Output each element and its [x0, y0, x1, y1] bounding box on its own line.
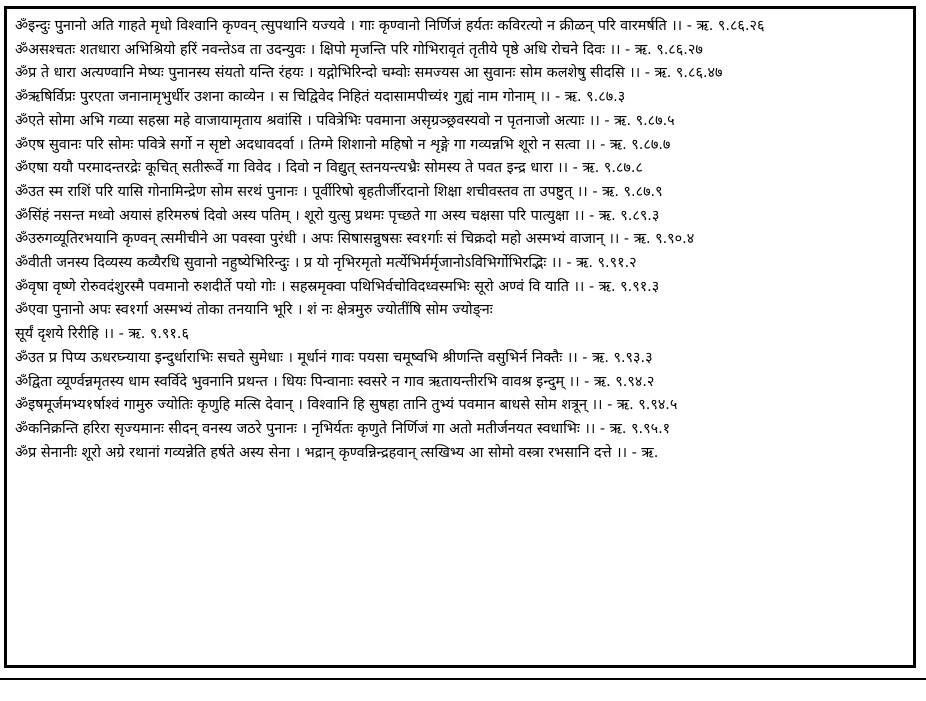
verse-line: ॐएते सोमा अभि गव्या सहस्रा महे वाजायामृताय श्रवांसि । पवित्रेभिः पवमाना असृग्रञ्छ्रवस्यवो न पृतनाजो अत्याः ।। - ऋ. ९.८७.५	[15, 112, 675, 129]
verse-line: ॐकनिक्रन्ति हरिरा सृज्यमानः सीदन् वनस्य जठरे पुनानः । नृभिर्यतः कृणुते निर्णिजं गा अतो मतीर्जनयत स्वधाभिः ।। - ऋ. ९.९५.१	[15, 420, 671, 437]
document-frame	[4, 6, 916, 668]
bottom-divider	[0, 678, 926, 680]
verse-line: ॐउत प्र पिप्य ऊधरघ्न्याया इन्दुर्धाराभिः सचते सुमेधाः । मूर्धानं गावः पयसा चमूष्वभि श्रीणन्ति वसुभिर्न निक्तैः ।। - ऋ. ९.९३.३	[15, 349, 653, 366]
verse-line: ॐएवा पुनानो अपः स्व१र्गा अस्मभ्यं तोका तनयानि भूरि । शं नः क्षेत्रमुरु ज्योतींषि सोम ज्योङ्नः सूर्यं दृशये रिरीहि ।। - ऋ. ९.९१.६	[15, 302, 493, 343]
verse-line: ॐऋषिर्विप्रः पुरएता जनानामृभुर्धीर उशना काव्येन । स चिद्विवेद निहितं यदासामपीच्यं१ गुह्यं नाम गोनाम् ।। - ऋ. ९.८७.३	[15, 89, 626, 106]
verse-line: ॐप्र सेनानीः शूरो अग्रे रथानां गव्यन्नेति हर्षते अस्य सेना । भद्रान् कृण्वन्निन्द्रहवान् त्सखिभ्य आ सोमो वस्त्रा रभसानि दत्ते ।। - ऋ.	[15, 444, 659, 461]
verse-line: ॐउत स्म राशिं परि यासि गोनामिन्द्रेण सोम सरथं पुनानः । पूर्वीरिषो बृहतीर्जीरदानो शिक्षा शचीवस्तव ता उपष्टुत् ।। - ऋ. ९.८७.९	[15, 183, 663, 200]
verse-line: ॐप्र ते धारा अत्यण्वानि मेष्यः पुनानस्य संयतो यन्ति रंहयः । यद्गोभिरिन्दो चम्वोः समज्यस आ सुवानः सोम कलशेषु सीदसि ।। - ऋ. ९.८६.४७	[15, 65, 723, 82]
verse-line: ॐअसश्चतः शतधारा अभिश्रियो हरिं नवन्तेऽव ता उदन्युवः । क्षिपो मृजन्ति परि गोभिरावृतं तृतीये पृष्ठे अधि रोचने दिवः ।। - ऋ. ९.८६.२७	[15, 41, 703, 58]
verse-line: ॐइन्दुः पुनानो अति गाहते मृधो विश्वानि कृण्वन् त्सुपथानि यज्यवे । गाः कृण्वानो निर्णिजं हर्यतः कविरत्यो न क्रीळन् परि वारमर्षति ।। - ऋ. ९.८६.२६	[15, 18, 765, 34]
verse-line: ॐएषा ययौ परमादन्तरद्रेः कूचित् सतीरूर्वे गा विवेद । दिवो न विद्युत् स्तनयन्त्यभ्रैः सोमस्य ते पवत इन्द्र धारा ।। - ऋ. ९.८७.८	[15, 160, 643, 177]
verse-line: ॐद्विता व्यूर्ण्वन्नमृतस्य धाम स्वर्विदे भुवनानि प्रथन्त । धियः पिन्वानाः स्वसरे न गाव ऋतायन्तीरभि वावश्र इन्दुम् ।। - ऋ. ९.९४.२	[15, 373, 655, 390]
verse-line: ॐवीती जनस्य दिव्यस्य कव्यैरधि सुवानो नहुष्येभिरिन्दुः । प्र यो नृभिरमृतो मर्त्येभिर्मर्मृजानोऽविभिर्गोभिरद्भिः ।। - ऋ. ९.९१.२	[15, 255, 637, 272]
verse-line: ॐएष सुवानः परि सोमः पवित्रे सर्गो न सृष्टो अदधावदर्वा । तिग्मे शिशानो महिषो न शृङ्गे गा गव्यन्नभि शूरो न सत्वा ।। - ऋ. ९.८७.७	[15, 136, 671, 153]
verse-line: ॐउरुगव्यूतिरभयानि कृण्वन् त्समीचीने आ पवस्वा पुरंधी । अपः सिषासन्नुषसः स्व१र्गाः सं चिक्रदो महो अस्मभ्यं वाजान् ।। - ऋ. ९.९०.४	[15, 231, 695, 248]
verse-line: ॐवृषा वृष्णे रोरुवदंशुरस्मै पवमानो रुशदीर्ते पयो गोः । सहस्रमृक्वा पथिभिर्वचोविदध्वस्मभिः सूरो अण्वं वि याति ।। - ऋ. ९.९१.३	[15, 278, 660, 295]
verse-line: ॐइषमूर्जमभ्य१र्षाश्वं गामुरु ज्योतिः कृणुहि मत्सि देवान् । विश्वानि हि सुषहा तानि तुभ्यं पवमान बाधसे सोम शत्रून् ।। - ऋ. ९.९४.५	[15, 397, 678, 414]
verse-line: ॐसिंहं नसन्त मध्वो अयासं हरिमरुषं दिवो अस्य पतिम् । शूरो युत्सु प्रथमः पृच्छते गा अस्य चक्षसा परि पात्युक्षा ।। - ऋ. ९.८९.३	[15, 207, 660, 224]
